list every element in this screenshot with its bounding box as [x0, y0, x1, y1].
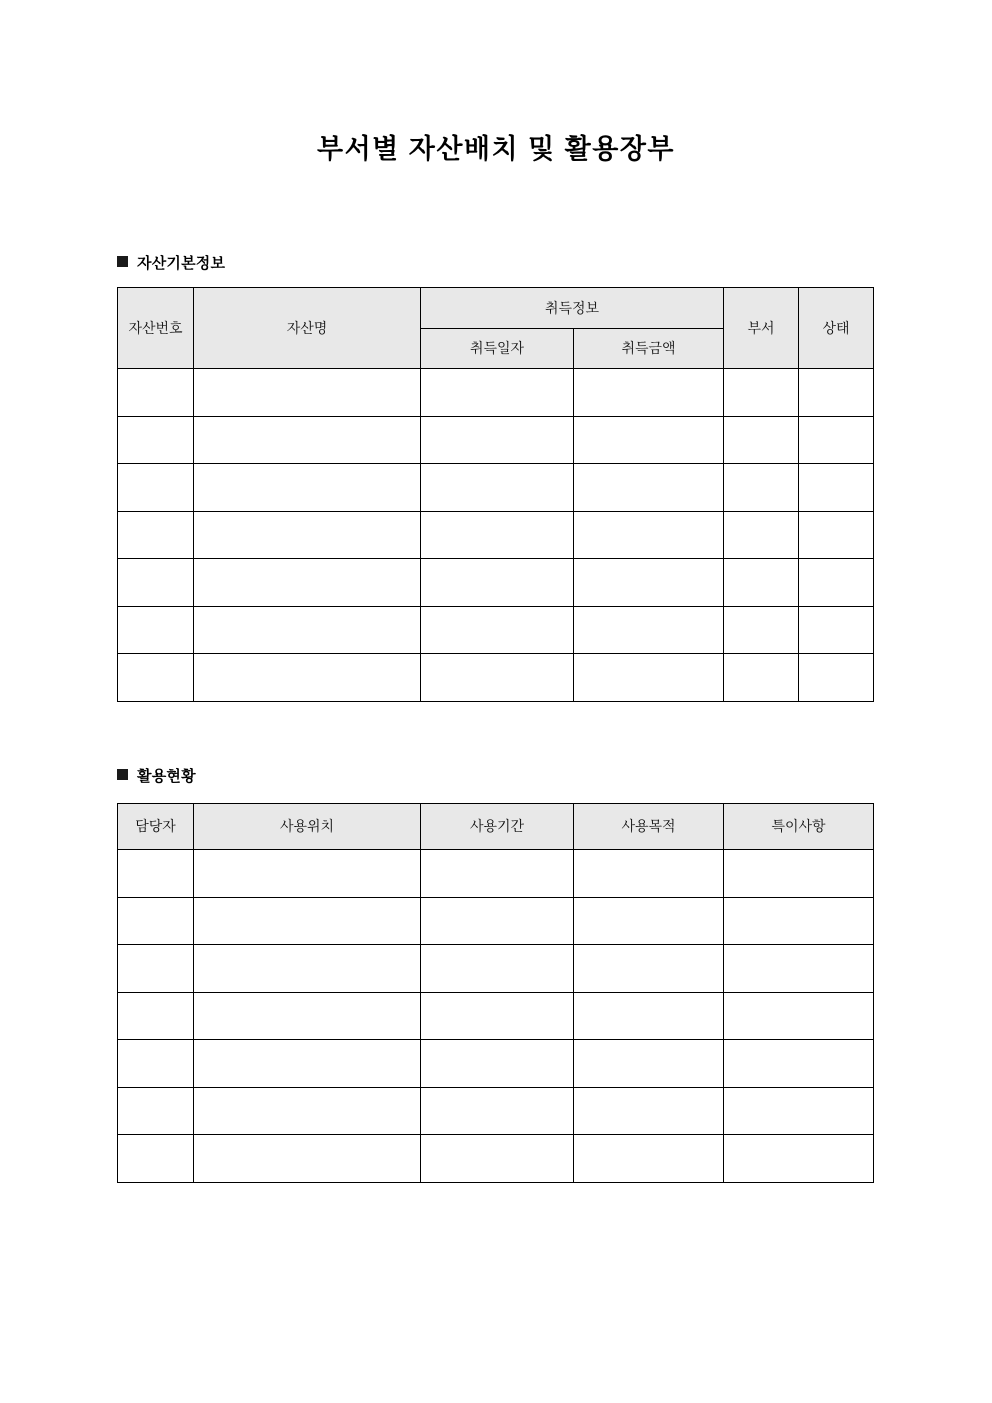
- table-cell[interactable]: [194, 654, 421, 702]
- column-header-asset-name: [194, 288, 421, 369]
- table-cell[interactable]: [799, 559, 874, 607]
- table-cell[interactable]: [724, 945, 874, 993]
- table-cell[interactable]: [194, 416, 421, 464]
- table-cell[interactable]: [194, 606, 421, 654]
- table-cell[interactable]: [724, 897, 874, 945]
- column-header-remarks-label: 특이사항: [771, 818, 826, 835]
- square-bullet-icon: [117, 769, 128, 780]
- table-row: [118, 464, 874, 512]
- table-row: [118, 897, 874, 945]
- table-cell[interactable]: [118, 992, 194, 1040]
- table-cell[interactable]: [724, 559, 799, 607]
- table-cell[interactable]: [118, 654, 194, 702]
- table-cell[interactable]: [574, 992, 724, 1040]
- table-row: [118, 511, 874, 559]
- table-row: [118, 416, 874, 464]
- column-header-usage-purpose-label: 사용목적: [621, 818, 676, 835]
- column-header-usage-purpose: [574, 804, 724, 850]
- table-cell[interactable]: [118, 1087, 194, 1135]
- column-header-asset-number-label: 자산번호: [128, 319, 183, 336]
- column-header-person-in-charge: [118, 804, 194, 850]
- usage-status-table-body: [118, 850, 874, 1183]
- table-cell[interactable]: [421, 464, 574, 512]
- table-cell[interactable]: [724, 511, 799, 559]
- table-cell[interactable]: [799, 654, 874, 702]
- table-row: [118, 559, 874, 607]
- table-cell[interactable]: [574, 897, 724, 945]
- table-cell[interactable]: [194, 369, 421, 417]
- table-cell[interactable]: [724, 992, 874, 1040]
- table-row: [118, 992, 874, 1040]
- asset-info-table-body: [118, 369, 874, 702]
- column-header-usage-period-label: 사용기간: [469, 818, 525, 835]
- column-header-remarks: [724, 804, 874, 850]
- table-cell[interactable]: [421, 897, 574, 945]
- table-cell[interactable]: [724, 654, 799, 702]
- table-cell[interactable]: [574, 945, 724, 993]
- table-cell[interactable]: [421, 945, 574, 993]
- table-cell[interactable]: [194, 1135, 421, 1183]
- asset-info-table: [117, 287, 874, 702]
- column-header-department: [724, 288, 799, 369]
- table-cell[interactable]: [574, 369, 724, 417]
- column-header-acquisition-group-label: 취득정보: [544, 299, 600, 316]
- table-cell[interactable]: [118, 850, 194, 898]
- table-cell[interactable]: [724, 1040, 874, 1088]
- table-cell[interactable]: [194, 992, 421, 1040]
- table-cell[interactable]: [574, 1040, 724, 1088]
- column-header-person-in-charge-label: 담당자: [135, 818, 176, 835]
- table-row: [118, 1087, 874, 1135]
- table-cell[interactable]: [194, 559, 421, 607]
- table-cell[interactable]: [421, 992, 574, 1040]
- table-cell[interactable]: [194, 850, 421, 898]
- column-header-asset-name-label: 자산명: [286, 319, 328, 336]
- usage-status-table-head: [118, 804, 874, 850]
- column-header-usage-location-label: 사용위치: [279, 818, 335, 835]
- table-row: [118, 1135, 874, 1183]
- section-heading-asset-info: [117, 252, 225, 273]
- table-cell[interactable]: [574, 1135, 724, 1183]
- table-cell[interactable]: [118, 606, 194, 654]
- column-header-asset-number: [118, 288, 194, 369]
- table-cell[interactable]: [194, 1040, 421, 1088]
- table-row: [118, 945, 874, 993]
- column-header-department-label: 부서: [747, 319, 775, 336]
- table-cell[interactable]: [724, 416, 799, 464]
- table-cell[interactable]: [118, 369, 194, 417]
- table-row: [118, 654, 874, 702]
- table-cell[interactable]: [724, 464, 799, 512]
- table-cell[interactable]: [118, 511, 194, 559]
- table-cell[interactable]: [118, 945, 194, 993]
- table-cell[interactable]: [574, 511, 724, 559]
- column-header-acquisition-amount: [574, 329, 724, 369]
- table-cell[interactable]: [421, 511, 574, 559]
- table-cell[interactable]: [574, 464, 724, 512]
- table-cell[interactable]: [724, 369, 799, 417]
- table-cell[interactable]: [724, 1087, 874, 1135]
- table-cell[interactable]: [574, 850, 724, 898]
- table-cell[interactable]: [799, 606, 874, 654]
- table-cell[interactable]: [118, 1135, 194, 1183]
- column-header-acquisition-date: [421, 329, 574, 369]
- table-cell[interactable]: [421, 1135, 574, 1183]
- column-header-usage-location: [194, 804, 421, 850]
- column-header-usage-period: [421, 804, 574, 850]
- section-heading-label: 활용현황: [137, 768, 196, 785]
- section-heading-usage-status: [117, 765, 196, 786]
- table-cell[interactable]: [421, 1040, 574, 1088]
- table-cell[interactable]: [421, 369, 574, 417]
- table-cell[interactable]: [799, 511, 874, 559]
- table-cell[interactable]: [574, 416, 724, 464]
- column-header-acquisition-group: [421, 288, 724, 329]
- table-cell[interactable]: [724, 850, 874, 898]
- table-cell[interactable]: [421, 559, 574, 607]
- page-title: 부서별 자산배치 및 활용장부: [317, 134, 675, 164]
- table-cell[interactable]: [421, 850, 574, 898]
- table-cell[interactable]: [194, 511, 421, 559]
- section-heading-label: 자산기본정보: [137, 255, 226, 272]
- header-row: [118, 804, 874, 850]
- table-cell[interactable]: [724, 606, 799, 654]
- table-cell[interactable]: [194, 945, 421, 993]
- table-cell[interactable]: [421, 416, 574, 464]
- table-cell[interactable]: [799, 369, 874, 417]
- table-row: [118, 850, 874, 898]
- column-header-acquisition-date-label: 취득일자: [469, 340, 525, 357]
- table-cell[interactable]: [421, 1087, 574, 1135]
- header-row-primary: [118, 288, 874, 329]
- table-row: [118, 606, 874, 654]
- table-cell[interactable]: [118, 559, 194, 607]
- table-cell[interactable]: [574, 1087, 724, 1135]
- table-cell[interactable]: [574, 654, 724, 702]
- column-header-status-label: 상태: [822, 319, 850, 336]
- table-cell[interactable]: [574, 606, 724, 654]
- column-header-status: [799, 288, 874, 369]
- table-cell[interactable]: [118, 416, 194, 464]
- table-cell[interactable]: [118, 1040, 194, 1088]
- square-bullet-icon: [117, 256, 128, 267]
- table-cell[interactable]: [194, 897, 421, 945]
- table-cell[interactable]: [421, 606, 574, 654]
- table-cell[interactable]: [421, 654, 574, 702]
- table-cell[interactable]: [799, 416, 874, 464]
- table-cell[interactable]: [118, 897, 194, 945]
- table-cell[interactable]: [724, 1135, 874, 1183]
- table-cell[interactable]: [194, 464, 421, 512]
- usage-status-table: [117, 803, 874, 1183]
- column-header-acquisition-amount-label: 취득금액: [621, 340, 676, 357]
- table-row: [118, 369, 874, 417]
- asset-info-table-head: [118, 288, 874, 369]
- table-cell[interactable]: [799, 464, 874, 512]
- table-cell[interactable]: [118, 464, 194, 512]
- table-cell[interactable]: [574, 559, 724, 607]
- table-row: [118, 1040, 874, 1088]
- table-cell[interactable]: [194, 1087, 421, 1135]
